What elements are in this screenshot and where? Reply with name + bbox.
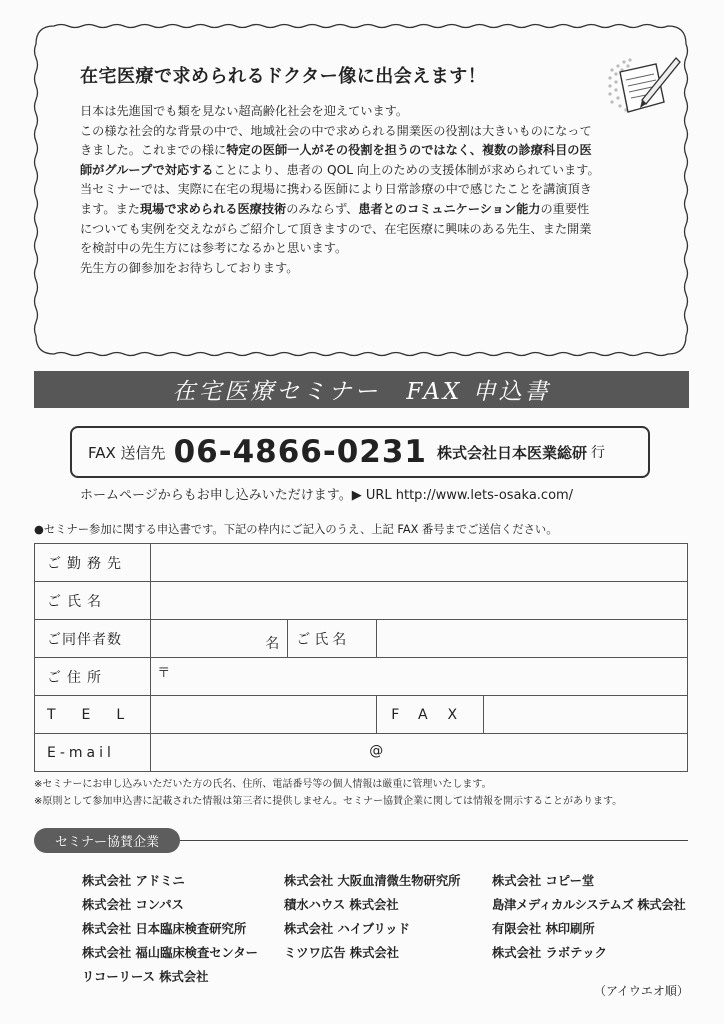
tel-field[interactable]: [151, 696, 377, 734]
privacy-notes: [34, 776, 622, 810]
fax-company: 株式会社日本医業総研: [437, 443, 588, 462]
sponsor-heading: セミナー協賛企業: [34, 828, 180, 853]
form-row-email: [35, 734, 688, 772]
email-label: E-mail: [35, 734, 151, 772]
fax-destination-box: [70, 426, 650, 478]
intro-heading: 在宅医療で求められるドクター像に出会えます！: [80, 66, 487, 87]
intro-line-9: [80, 259, 660, 279]
intro-body: [80, 102, 660, 278]
companion-name-label: ご氏名: [288, 620, 377, 658]
companion-name-field[interactable]: [377, 620, 688, 658]
sponsor-item: 株式会社 大阪血清微生物研究所: [284, 874, 461, 888]
sponsor-item: 株式会社 ハイブリッド: [284, 922, 410, 936]
intro-line-2: [80, 122, 660, 142]
application-form: [34, 543, 688, 772]
sponsor-item: 島津メディカルシステムズ 株式会社: [492, 898, 686, 912]
fax-number: 06-4866-0231: [173, 434, 427, 470]
companions-label: ご同伴者数: [35, 620, 151, 658]
workplace-label: ご勤務先: [35, 544, 151, 582]
sponsor-item: 株式会社 アドミニ: [82, 874, 185, 888]
intro-text: きました。これまでの様に: [80, 143, 227, 158]
fax-form-banner: 在宅医療セミナー FAX 申込書: [34, 371, 689, 408]
address-field[interactable]: [151, 658, 688, 696]
intro-text: ます。また: [80, 201, 140, 216]
intro-line-8: [80, 239, 660, 259]
intro-text: の重要性: [540, 201, 590, 216]
fax-field-label: FAX: [377, 696, 484, 734]
form-row-name: [35, 582, 688, 620]
intro-line-7: [80, 220, 660, 240]
intro-text: を検討中の先生方には参考になるかと思います。: [80, 241, 348, 256]
privacy-note: ※原則として参加申込書に記載された情報は第三者に提供しません。セミナー協賛企業に関しては情報を開示することがあります。: [34, 796, 623, 807]
sponsor-item: 有限会社 林印刷所: [492, 922, 595, 936]
email-at-mark: @: [369, 743, 384, 759]
sponsor-item: 株式会社 日本臨床検査研究所: [82, 922, 247, 936]
form-instruction: ●セミナー参加に関する申込書です。下記の枠内にご記入のうえ、上記 FAX 番号までご送信ください。: [34, 523, 558, 536]
intro-text: 日本は先進国でも類を見ない超高齢化社会を迎えています。: [80, 104, 409, 118]
intro-text: 先生方の御参加をお待ちしております。: [80, 260, 299, 275]
companions-unit: 名: [265, 636, 280, 652]
intro-line-3: [80, 141, 660, 161]
companions-count-field[interactable]: [151, 620, 288, 658]
sponsor-item: 株式会社 コピー堂: [492, 874, 595, 888]
sponsor-item: ミツワ広告 株式会社: [284, 946, 399, 960]
intro-line-5: [80, 180, 660, 200]
name-label: ご氏名: [35, 582, 151, 620]
intro-emphasis: 特定の医師一人がその役割を担うのではなく、複数の診療科目の医: [226, 143, 592, 158]
name-field[interactable]: [151, 582, 688, 620]
intro-text: この様な社会的な背景の中で、地域社会の中で求められる開業医の役割は大きいものになって: [80, 123, 592, 138]
tel-label: TEL: [35, 696, 151, 734]
postal-mark: 〒: [157, 666, 171, 681]
form-row-phone: [35, 696, 688, 734]
sponsor-item: 株式会社 福山臨床検査センター: [82, 946, 258, 960]
intro-text: のみならず、: [286, 201, 359, 216]
intro-text: 当セミナーでは、実際に在宅の現場に携わる医師により日常診療の中で感じたことを講演頂き: [80, 182, 592, 197]
intro-emphasis: 師がグループで対応する: [80, 162, 214, 177]
privacy-note: ※セミナーにお申し込みいただいた方の氏名、住所、電話番号等の個人情報は厳重に管理いたします。: [34, 779, 492, 790]
sponsor-item: 株式会社 コンパス: [82, 898, 184, 912]
order-note: （アイウエオ順）: [594, 984, 689, 998]
intro-line-6: [80, 200, 660, 220]
intro-line-4: [80, 161, 660, 181]
intro-emphasis: 現場で求められる医療技術: [139, 201, 287, 216]
intro-text: についても実例を交えながらご紹介して頂きますので、在宅医療に興味のある先生、また開業: [80, 221, 592, 236]
homepage-url-line: ホームページからもお申し込みいただけます。▶ URL http://www.lets-osaka.com/: [80, 488, 574, 503]
email-field[interactable]: [151, 734, 688, 772]
intro-text: ことにより、患者の QOL 向上のための支援体制が求められています。: [213, 162, 600, 177]
form-row-workplace: [35, 544, 688, 582]
sponsor-item: 株式会社 ラボテック: [492, 946, 607, 960]
workplace-field[interactable]: [151, 544, 688, 582]
sponsor-item: リコーリース 株式会社: [82, 970, 209, 984]
fax-label: FAX 送信先: [88, 443, 166, 462]
sponsor-divider: [180, 840, 688, 841]
form-row-companions: [35, 620, 688, 658]
intro-emphasis: 患者とのコミュニケーション能力: [358, 201, 541, 216]
intro-line-1: [80, 102, 660, 122]
sponsor-item: 積水ハウス 株式会社: [284, 898, 399, 912]
fax-suffix: 行: [591, 445, 606, 461]
fax-field[interactable]: [484, 696, 688, 734]
address-label: ご住所: [35, 658, 151, 696]
form-row-address: [35, 658, 688, 696]
